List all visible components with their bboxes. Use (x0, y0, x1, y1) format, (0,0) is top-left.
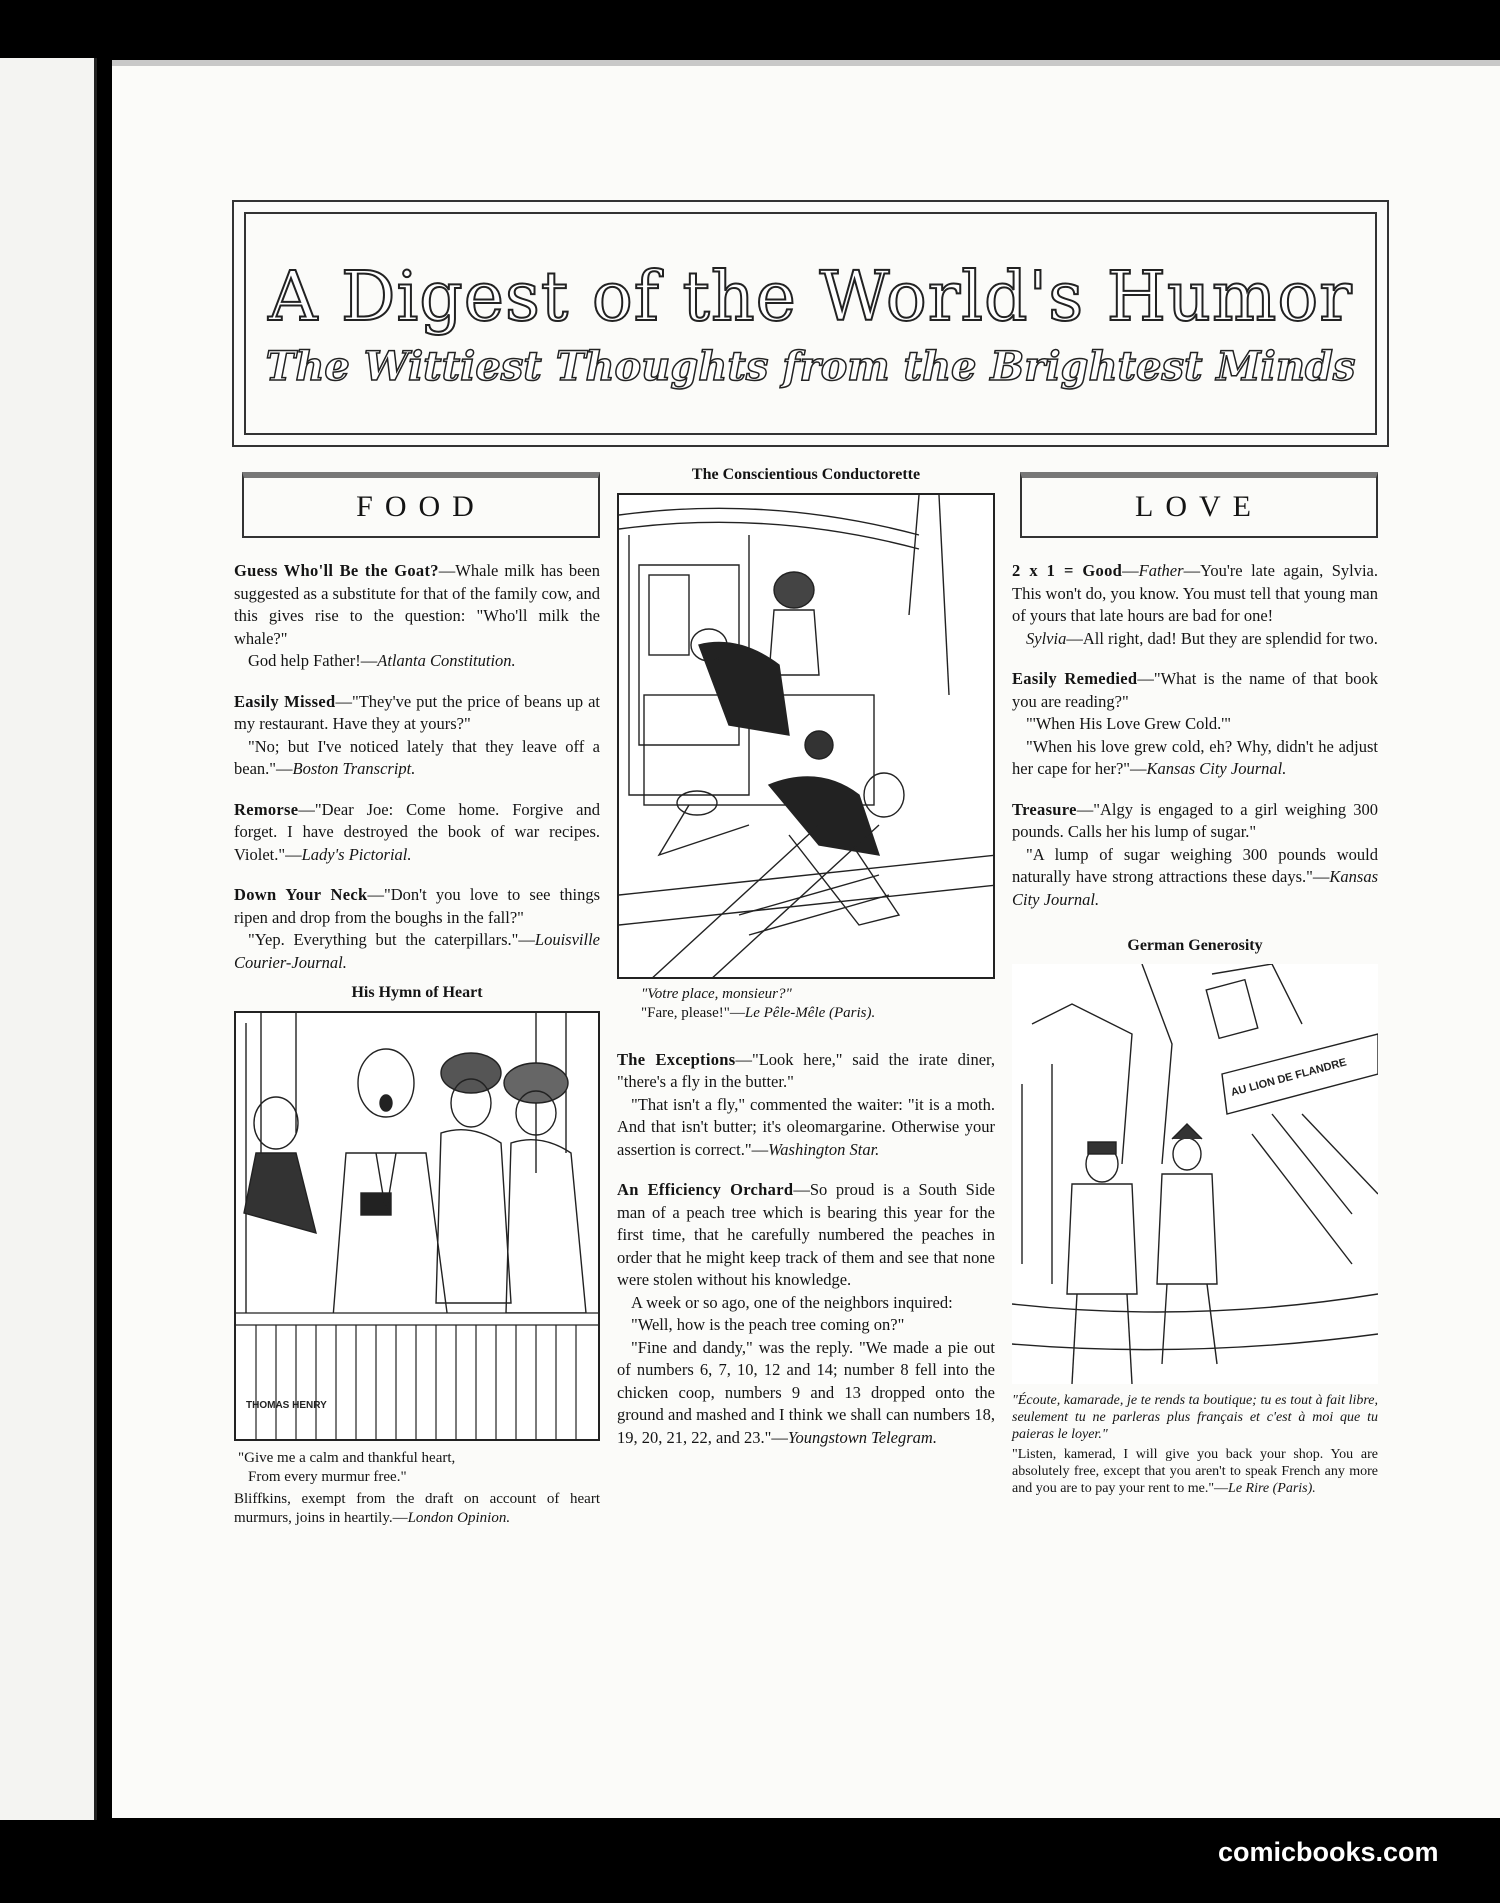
article-efficiency-orchard: An Efficiency Orchard—So proud is a South Side man of a peach tree which is bearing this year for the first time, that he carefully numbered the peaches in order that he might keep track of them and see that none were stolen without his knowledge. A week or so ago, one of the neighbors inquired: "Well, how is the peach tree coming on?" "Fine and dandy," was the reply. "We made a pie out of numbers 6, 7, 10, 12 and 14; number 8 fell into the chicken coop, numbers 9 and 13 dropped onto the ground and mashed and I think we shall can numbers 18, 19, 20, 21, 22, and 23."—Youngstown Telegram. (617, 1180, 995, 1447)
page-title: A Digest of the World's Humor (268, 257, 1353, 337)
caption-source: London Opinion. (407, 1509, 511, 1526)
article-body: "Don't you love to see things ripen and drop from the boughs in the fall?" (234, 885, 601, 927)
caption-line: "Give me a calm and thankful heart, (238, 1449, 456, 1466)
caption-line: From every murmur free." (248, 1468, 407, 1485)
caption-source: Le Pêle-Mêle (Paris). (744, 1004, 876, 1021)
love-column (1012, 560, 1378, 1497)
hymn-caption: "Give me a calm and thankful heart, From every murmur free." Bliffkins, exempt from the draft on account of heart murmurs, joins in heartily.—London Opinion. (234, 1449, 600, 1526)
article-body: "What is the name of that book you are reading?" (1012, 669, 1378, 711)
article-body: "They've put the price of beans up at my restaurant. Have they at yours?" (234, 691, 600, 733)
article-title: Treasure (1012, 799, 1077, 819)
article-body: "Fine and dandy," was the reply. "We made a pie out of numbers 6, 7, 10, 12 and 14; number 8 fell into the chicken coop, numbers 9 and 13 dropped onto the ground and mashed and I think we shall can numbers 18, 19, 20, 21, 22, and 23." (617, 1337, 995, 1447)
watermark-credit: comicbooks.com (1218, 1837, 1439, 1867)
hymn-cartoon (234, 1011, 600, 1441)
article-body: "A lump of sugar weighing 300 pounds would naturally have strong attractions these days." (1012, 844, 1378, 886)
generosity-drawing (1012, 964, 1378, 1384)
caption-english: "Listen, kamerad, I will give you back your shop. You are absolutely free, except that you aren't to speak French any more and you are to pay your rent to me." (1012, 1446, 1378, 1496)
article-goat: Guess Who'll Be the Goat?—Whale milk has been suggested as a substitute for that of the family cow, and this gives rise to the question: "Who'll milk the whale?" God help Father!—Atlanta Constitution. (234, 561, 600, 670)
article-body: "When his love grew cold, eh? Why, didn't he adjust her cape for her?" (1012, 736, 1378, 778)
cartoon-title: German Generosity (1127, 937, 1263, 954)
facing-page-edge (0, 58, 97, 1820)
caption-french: "Écoute, kamarade, je te rends ta boutique; tu es tout à fait libre, seulement tu ne parleras plus français et c'est à moi que tu paieras le loyer." (1012, 1392, 1378, 1442)
love-section-heading (1020, 472, 1378, 538)
article-down-your-neck: Down Your Neck—"Don't you love to see things ripen and drop from the boughs in the fall?" "Yep. Everything but the caterpillars."—Louisville Courier-Journal. (234, 885, 601, 972)
article-body: "Look here," said the irate diner, "there's a fly in the butter." (617, 1049, 995, 1091)
food-column (234, 560, 600, 1528)
masthead-frame (232, 200, 1389, 447)
article-source: Louisville Courier-Journal. (234, 930, 600, 972)
article-body: "Yep. Everything but the caterpillars." (248, 930, 519, 949)
article-source: Lady's Pictorial. (301, 844, 412, 864)
article-source: Boston Transcript. (292, 759, 416, 778)
article-title: Easily Missed (234, 691, 336, 711)
article-title: Easily Remedied (1012, 669, 1138, 688)
generosity-caption: "Écoute, kamarade, je te rends ta boutique; tu es tout à fait libre, seulement tu ne parleras plus français et c'est à moi que tu paieras le loyer." "Listen, kamerad, I will give you back your shop. You are absolutely free, except that you aren't to speak French any more and you are to pay your rent to me."—Le Rire (Paris). (1012, 1392, 1378, 1496)
middle-column (617, 464, 995, 1449)
article-body: God help Father! (248, 651, 361, 670)
article-title: The Exceptions (617, 1049, 736, 1069)
article-body: "Well, how is the peach tree coming on?" (631, 1315, 905, 1334)
article-remorse: Remorse—"Dear Joe: Come home. Forgive and forget. I have destroyed the book of war recipes. Violet."—Lady's Pictorial. (234, 799, 600, 864)
shop-sign: AU LION DE FLANDRE (1229, 1055, 1348, 1099)
article-2x1-good: 2 x 1 = Good—Father—You're late again, Sylvia. This won't do, you know. You must tell that young man of yours that late hours are bad for one! Sylvia—All right, dad! But they are splendid for two. (1012, 561, 1378, 648)
article-body: All right, dad! But they are splendid for two. (1082, 628, 1378, 648)
article-title: 2 x 1 = Good (1012, 561, 1123, 580)
article-source: Atlanta Constitution. (377, 651, 516, 670)
speaker-label: Sylvia (1026, 628, 1067, 648)
food-heading-label: FOOD (356, 490, 486, 523)
food-section-heading (242, 472, 600, 538)
article-body: You're late again, Sylvia. This won't do, you know. You must tell that young man of yours that late hours are bad for one! (1012, 561, 1378, 625)
article-easily-remedied: Easily Remedied—"What is the name of that book you are reading?" "'When His Love Grew Cold.'" "When his love grew cold, eh? Why, didn't he adjust her cape for her?"—Kansas City Journal. (1012, 669, 1378, 778)
article-treasure: Treasure—"Algy is engaged to a girl weighing 300 pounds. Calls her his lump of sugar." "A lump of sugar weighing 300 pounds would naturally have strong attractions these days."—Kansas City Journal. (1012, 799, 1378, 909)
love-heading-label: LOVE (1135, 490, 1263, 523)
article-exceptions: The Exceptions—"Look here," said the irate diner, "there's a fly in the butter." "That isn't a fly," commented the waiter: "it is a moth. And that isn't butter; it's oleomargarine. Otherwise your assertion is correct."—Washington Star. (617, 1049, 995, 1159)
conductorette-drawing (619, 495, 995, 979)
page-shadow (112, 60, 1500, 66)
article-source: Washington Star. (768, 1139, 880, 1159)
article-body: "Algy is engaged to a girl weighing 300 pounds. Calls her his lump of sugar." (1012, 799, 1378, 841)
article-body: "'When His Love Grew Cold.'" (1026, 714, 1232, 733)
page-subtitle: The Wittiest Thoughts from the Brightest Minds (265, 342, 1356, 390)
hymn-drawing (236, 1013, 600, 1441)
generosity-cartoon (1012, 964, 1378, 1384)
article-easily-missed: Easily Missed—"They've put the price of beans up at my restaurant. Have they at yours?" "No; but I've noticed lately that they leave off a bean."—Boston Transcript. (234, 691, 600, 778)
article-title: Guess Who'll Be the Goat? (234, 561, 439, 580)
conductorette-cartoon (617, 493, 995, 979)
artist-signature: THOMAS HENRY (246, 1399, 327, 1411)
masthead-inner (244, 212, 1377, 435)
article-body: So proud is a South Side man of a peach tree which is bearing this year for the first time, that he carefully numbered the peaches in order that he might keep track of them and see that none were stolen without his knowledge. (617, 1180, 995, 1289)
caption-english: "Fare, please!" (641, 1004, 730, 1021)
article-body: A week or so ago, one of the neighbors inquired: (631, 1292, 953, 1312)
article-title: Remorse (234, 799, 299, 819)
caption-source: Le Rire (Paris). (1228, 1480, 1316, 1496)
article-title: Down Your Neck (234, 885, 368, 904)
article-body: Whale milk has been suggested as a substitute for that of the family cow, and this gives rise to the question: "Who'll milk the whale?" (234, 561, 600, 648)
article-body: "Dear Joe: Come home. Forgive and forget. I have destroyed the book of war recipes. Violet." (234, 799, 600, 864)
article-title: An Efficiency Orchard (617, 1180, 794, 1199)
cartoon-title: The Conscientious Conductorette (691, 466, 921, 483)
article-source: Kansas City Journal. (1146, 759, 1287, 778)
article-body: "That isn't a fly," commented the waiter: "it is a moth. And that isn't butter; it's oleomargarine. Otherwise your assertion is correct." (617, 1094, 995, 1159)
speaker-label: Father (1138, 561, 1184, 580)
caption-text: Bliffkins, exempt from the draft on account of heart murmurs, joins in heartily. (234, 1490, 600, 1526)
caption-french: "Votre place, monsieur?" (641, 985, 792, 1002)
article-source: Kansas City Journal. (1012, 867, 1378, 909)
article-source: Youngstown Telegram. (787, 1427, 937, 1447)
article-body: "No; but I've noticed lately that they leave off a bean." (234, 736, 600, 778)
magazine-page (112, 60, 1500, 1818)
conductorette-caption: "Votre place, monsieur?" "Fare, please!"—Le Pêle-Mêle (Paris). (617, 985, 995, 1023)
cartoon-title: His Hymn of Heart (351, 984, 483, 1001)
